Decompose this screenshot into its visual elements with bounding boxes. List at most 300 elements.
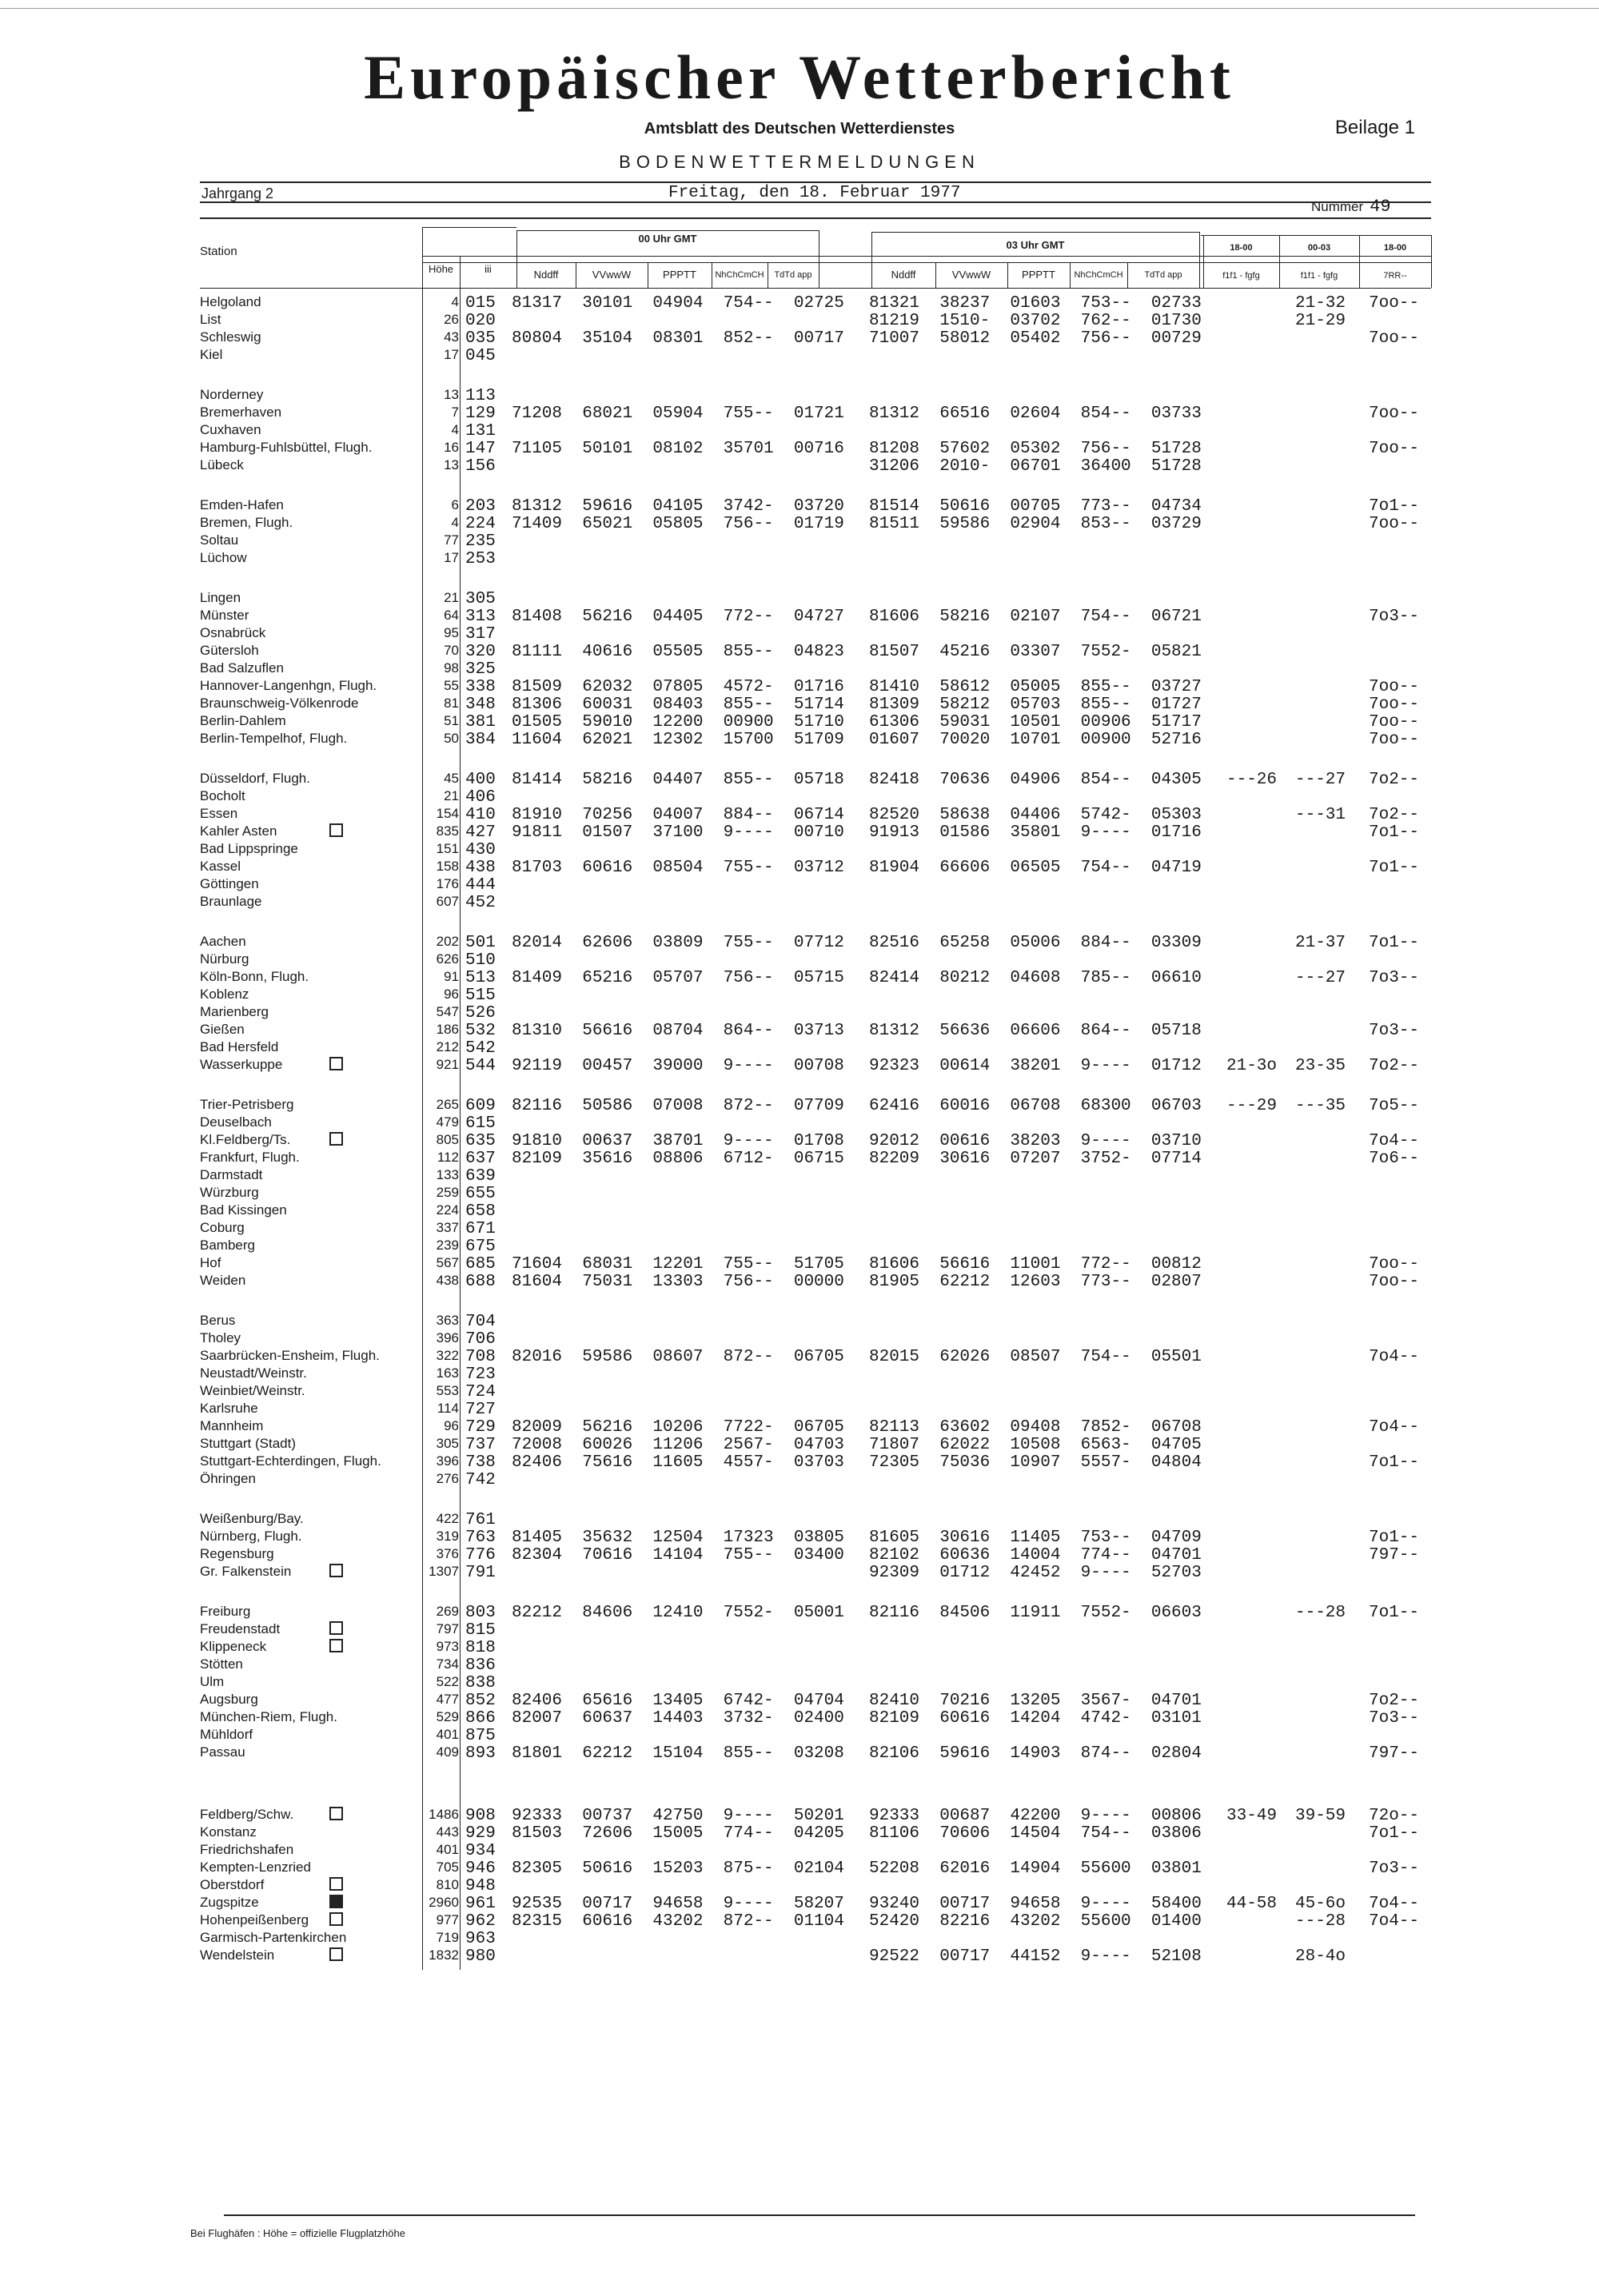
station-height: 1486 [429, 1807, 459, 1822]
station-height: 43 [444, 329, 459, 345]
station-name: Helgoland [200, 294, 261, 309]
station-height: 401 [436, 1727, 459, 1742]
station-name: München-Riem, Flugh. [200, 1709, 337, 1724]
obs-00-gmt: 81703 60616 08504 755-- 03712 [512, 859, 844, 877]
obs-03-gmt: 82106 59616 14903 874-- 02804 [869, 1744, 1202, 1763]
station-name: Garmisch-Partenkirchen [200, 1930, 347, 1945]
obs-00-gmt: 71409 65021 05805 756-- 01719 [512, 515, 844, 533]
obs-00-gmt: 92119 00457 39000 9---- 00708 [512, 1057, 844, 1075]
station-index: 639 [465, 1167, 496, 1186]
table-row [0, 951, 1599, 969]
station-index: 510 [465, 951, 496, 970]
obs-03-gmt: 71007 58012 05402 756-- 00729 [869, 329, 1202, 348]
station-index: 729 [465, 1418, 496, 1437]
volume-label: Jahrgang 2 [201, 185, 274, 201]
table-row [0, 457, 1599, 475]
station-name: Bocholt [200, 788, 245, 803]
station-name: Düsseldorf, Flugh. [200, 771, 310, 786]
issue-number-value: 49 [1370, 197, 1391, 217]
station-index: 438 [465, 859, 496, 877]
station-name: Hof [200, 1255, 221, 1270]
obs-03-gmt: 82520 58638 04406 5742- 05303 [869, 806, 1202, 824]
station-name: Karlsruhe [200, 1401, 258, 1416]
station-height: 13 [444, 457, 459, 472]
obs-03-gmt: 92309 01712 42452 9---- 52703 [869, 1564, 1202, 1582]
station-height: 705 [436, 1860, 459, 1875]
obs-00-gmt: 82109 35616 08806 6712- 06715 [512, 1150, 844, 1168]
station-name: Kassel [200, 859, 241, 874]
table-row [0, 1674, 1599, 1692]
station-name: Nürburg [200, 951, 249, 967]
precip-18-00: 7o2-- [1369, 1692, 1420, 1710]
header-rule-top [200, 181, 1431, 183]
station-height: 114 [437, 1401, 459, 1416]
station-name: Gütersloh [200, 643, 259, 658]
obs-00-gmt: 82304 70616 14104 755-- 03400 [512, 1546, 844, 1565]
station-height: 319 [436, 1529, 459, 1544]
gust-00-03: 21-32 [1295, 294, 1346, 313]
station-height: 607 [436, 894, 459, 909]
station-name: Tholey [200, 1330, 241, 1345]
precip-18-00: 7o3-- [1369, 1022, 1420, 1040]
obs-03-gmt: 81606 58216 02107 754-- 06721 [869, 608, 1202, 626]
obs-00-gmt: 81509 62032 07805 4572- 01716 [512, 678, 844, 696]
table-row [0, 1365, 1599, 1383]
table-row [0, 823, 1599, 841]
station-name: Weißenburg/Bay. [200, 1511, 304, 1526]
obs-03-gmt: 81511 59586 02904 853-- 03729 [869, 515, 1202, 533]
station-height: 96 [444, 987, 459, 1002]
gust-18-00: 21-3o [1226, 1057, 1278, 1075]
station-name: Kiel [200, 347, 223, 362]
table-row [0, 987, 1599, 1004]
obs-00-gmt: 82016 59586 08607 872-- 06705 [512, 1348, 844, 1366]
table-row [0, 713, 1599, 731]
station-height: 4 [451, 515, 459, 530]
station-name: Emden-Hafen [200, 497, 284, 512]
obs-03-gmt: 82113 63602 09408 7852- 06708 [869, 1418, 1202, 1437]
table-row [0, 1114, 1599, 1132]
obs-03-gmt: 52208 62016 14904 55600 03801 [869, 1860, 1202, 1878]
table-row [0, 678, 1599, 696]
station-height: 1307 [429, 1564, 459, 1579]
table-row [0, 1947, 1599, 1965]
table-row [0, 841, 1599, 859]
station-name: Weinbiet/Weinstr. [200, 1383, 305, 1398]
station-index: 655 [465, 1185, 496, 1203]
station-height: 158 [436, 859, 459, 874]
obs-00-gmt: 81317 30101 04904 754-- 02725 [512, 294, 844, 313]
obs-00-gmt: 71604 68031 12201 755-- 51705 [512, 1255, 844, 1274]
station-name: Weiden [200, 1273, 246, 1288]
station-index: 815 [465, 1621, 496, 1640]
station-index: 763 [465, 1529, 496, 1547]
station-index: 131 [465, 422, 496, 440]
obs-03-gmt: 92333 00687 42200 9---- 00806 [869, 1807, 1202, 1825]
group-03-gmt: 03 Uhr GMT [1006, 239, 1065, 251]
obs-03-gmt: 81904 66606 06505 754-- 04719 [869, 859, 1202, 877]
table-row [0, 1022, 1599, 1039]
station-name: Hohenpeißenberg [200, 1912, 309, 1927]
station-name: Bremerhaven [200, 405, 282, 420]
station-index: 113 [465, 387, 496, 405]
table-row [0, 1185, 1599, 1202]
station-height: 409 [436, 1744, 459, 1760]
obs-03-gmt: 81309 58212 05703 855-- 01727 [869, 696, 1202, 714]
table-row [0, 515, 1599, 532]
station-index: 609 [465, 1097, 496, 1115]
station-name: Schleswig [200, 329, 261, 345]
col-03-ppptt: PPPTT [1022, 269, 1055, 281]
station-index: 946 [465, 1860, 496, 1878]
station-name: Braunschweig-Völkenrode [200, 696, 359, 711]
col-iii: iii [484, 263, 492, 275]
obs-00-gmt: 82406 75616 11605 4557- 03703 [512, 1453, 844, 1472]
precip-18-00: 7o3-- [1369, 1709, 1420, 1728]
obs-03-gmt: 82516 65258 05006 884-- 03309 [869, 934, 1202, 952]
precip-18-00: 7o1-- [1369, 1824, 1420, 1843]
obs-03-gmt: 82414 80212 04608 785-- 06610 [869, 969, 1202, 987]
station-name: Konstanz [200, 1824, 257, 1840]
table-row [0, 347, 1599, 365]
col-03-tdtd: TdTd app [1144, 270, 1182, 280]
square-icon [329, 1807, 343, 1820]
station-index: 948 [465, 1877, 496, 1895]
station-index: 544 [465, 1057, 496, 1075]
precip-18-00: 7o6-- [1369, 1150, 1420, 1168]
station-height: 77 [444, 532, 459, 548]
page-subtitle: Amtsblatt des Deutschen Wetterdienstes [644, 120, 955, 138]
table-row [0, 1255, 1599, 1273]
station-index: 129 [465, 405, 496, 423]
obs-03-gmt: 81605 30616 11405 753-- 04709 [869, 1529, 1202, 1547]
station-name: Wasserkuppe [200, 1057, 283, 1072]
station-index: 045 [465, 347, 496, 365]
page-title: Europäischer Wetterbericht [364, 42, 1235, 112]
station-height: 91 [444, 969, 459, 984]
station-index: 406 [465, 788, 496, 807]
station-height: 51 [444, 713, 459, 728]
station-index: 400 [465, 771, 496, 789]
table-row [0, 1692, 1599, 1709]
station-height: 17 [444, 347, 459, 362]
station-name: Essen [200, 806, 238, 821]
obs-03-gmt: 92323 00614 38201 9---- 01712 [869, 1057, 1202, 1075]
station-index: 253 [465, 550, 496, 568]
station-name: Stuttgart (Stadt) [200, 1436, 296, 1451]
precip-18-00: 7oo-- [1369, 1273, 1420, 1291]
table-row [0, 1895, 1599, 1912]
obs-00-gmt: 82212 84606 12410 7552- 05001 [512, 1604, 844, 1622]
table-row [0, 312, 1599, 329]
gust-00-03: 28-4o [1295, 1947, 1346, 1966]
station-name: Darmstadt [200, 1167, 263, 1182]
precip-18-00: 7o4-- [1369, 1912, 1420, 1931]
obs-00-gmt: 81408 56216 04405 772-- 04727 [512, 608, 844, 626]
station-index: 526 [465, 1004, 496, 1022]
table-row [0, 1273, 1599, 1290]
table-row [0, 859, 1599, 876]
precip-18-00: 7o2-- [1369, 1057, 1420, 1075]
station-height: 305 [436, 1436, 459, 1451]
station-index: 962 [465, 1912, 496, 1931]
station-index: 671 [465, 1220, 496, 1238]
header-rule-bottom [200, 217, 1431, 219]
footnote: Bei Flughäfen : Höhe = offizielle Flugplatzhöhe [190, 2227, 405, 2239]
table-row [0, 497, 1599, 515]
table-row [0, 1220, 1599, 1238]
table-row [0, 590, 1599, 608]
obs-03-gmt: 81321 38237 01603 753-- 02733 [869, 294, 1202, 313]
station-name: Mannheim [200, 1418, 264, 1433]
station-index: 761 [465, 1511, 496, 1529]
station-height: 4 [451, 294, 459, 309]
station-index: 838 [465, 1674, 496, 1692]
precip-18-00: 7o1-- [1369, 1453, 1420, 1472]
gust-18-00: ---26 [1226, 771, 1278, 789]
station-name: Hamburg-Fuhlsbüttel, Flugh. [200, 440, 373, 455]
table-row [0, 696, 1599, 713]
station-name: Freudenstadt [200, 1621, 281, 1636]
square-icon [329, 1057, 343, 1070]
station-height: 363 [436, 1313, 459, 1328]
station-name: Trier-Petrisberg [200, 1097, 294, 1112]
station-name: Lübeck [200, 457, 244, 472]
station-height: 376 [436, 1546, 459, 1561]
precip-18-00: 7o3-- [1369, 608, 1420, 626]
table-row [0, 1529, 1599, 1546]
gust-18-00: 33-49 [1226, 1807, 1278, 1825]
station-index: 980 [465, 1947, 496, 1966]
square-icon [329, 1877, 343, 1891]
precip-18-00: 72o-- [1369, 1807, 1420, 1825]
obs-03-gmt: 93240 00717 94658 9---- 58400 [869, 1895, 1202, 1913]
issue-date: Freitag, den 18. Februar 1977 [668, 184, 961, 202]
table-row [0, 1132, 1599, 1150]
table-row [0, 1511, 1599, 1529]
station-index: 313 [465, 608, 496, 626]
station-index: 427 [465, 823, 496, 842]
gust-00-03: ---31 [1295, 806, 1346, 824]
table-row [0, 1930, 1599, 1947]
station-height: 322 [436, 1348, 459, 1363]
table-row [0, 788, 1599, 806]
table-row [0, 1824, 1599, 1842]
station-index: 430 [465, 841, 496, 859]
station-index: 452 [465, 894, 496, 912]
obs-00-gmt: 72008 60026 11206 2567- 04703 [512, 1436, 844, 1454]
station-name: Freiburg [200, 1604, 251, 1619]
station-name: Berlin-Tempelhof, Flugh. [200, 731, 348, 746]
obs-00-gmt: 82116 50586 07008 872-- 07709 [512, 1097, 844, 1115]
precip-18-00: 7o5-- [1369, 1097, 1420, 1115]
table-row [0, 1807, 1599, 1824]
station-height: 26 [444, 312, 459, 327]
obs-03-gmt: 72305 75036 10907 5557- 04804 [869, 1453, 1202, 1472]
station-height: 438 [436, 1273, 459, 1288]
station-name: Deuselbach [200, 1114, 272, 1130]
station-height: 64 [444, 608, 459, 623]
col-00-clouds: NhChCmCH [715, 270, 764, 280]
station-height: 1832 [429, 1947, 459, 1963]
station-height: 810 [436, 1877, 459, 1892]
square-icon [329, 1912, 343, 1926]
table-row [0, 1004, 1599, 1022]
issue-number-label: Nummer [1311, 199, 1364, 214]
obs-03-gmt: 62416 60016 06708 68300 06703 [869, 1097, 1202, 1115]
station-index: 727 [465, 1401, 496, 1419]
table-row [0, 1842, 1599, 1860]
station-index: 791 [465, 1564, 496, 1582]
station-index: 381 [465, 713, 496, 731]
table-row [0, 550, 1599, 568]
obs-03-gmt: 81312 56636 06606 864-- 05718 [869, 1022, 1202, 1040]
station-height: 396 [436, 1330, 459, 1345]
obs-03-gmt: 81514 50616 00705 773-- 04734 [869, 497, 1202, 516]
precip-18-00: 7o1-- [1369, 1604, 1420, 1622]
bottom-rule [224, 2214, 1415, 2216]
obs-00-gmt: 81910 70256 04007 884-- 06714 [512, 806, 844, 824]
station-name: Kahler Asten [200, 823, 277, 839]
obs-00-gmt: 82009 56216 10206 7722- 06705 [512, 1418, 844, 1437]
station-index: 035 [465, 329, 496, 348]
table-row [0, 1150, 1599, 1167]
station-index: 615 [465, 1114, 496, 1133]
station-height: 921 [436, 1057, 459, 1072]
table-row [0, 1097, 1599, 1114]
obs-00-gmt: 81312 59616 04105 3742- 03720 [512, 497, 844, 516]
square-icon [329, 1564, 343, 1577]
obs-00-gmt: 81604 75031 13303 756-- 00000 [512, 1273, 844, 1291]
station-index: 776 [465, 1546, 496, 1565]
table-row [0, 894, 1599, 911]
station-index: 803 [465, 1604, 496, 1622]
table-row [0, 1418, 1599, 1436]
obs-00-gmt: 81111 40616 05505 855-- 04823 [512, 643, 844, 661]
table-row [0, 969, 1599, 987]
obs-00-gmt: 81409 65216 05707 756-- 05715 [512, 969, 844, 987]
station-name: Zugspitze [200, 1895, 259, 1910]
obs-00-gmt: 81801 62212 15104 855-- 03208 [512, 1744, 844, 1763]
obs-03-gmt: 92012 00616 38203 9---- 03710 [869, 1132, 1202, 1150]
station-index: 738 [465, 1453, 496, 1472]
precip-18-00: 7o1-- [1369, 859, 1420, 877]
obs-03-gmt: 82102 60636 14004 774-- 04701 [869, 1546, 1202, 1565]
obs-03-gmt: 71807 62022 10508 6563- 04705 [869, 1436, 1202, 1454]
table-row [0, 532, 1599, 550]
station-index: 724 [465, 1383, 496, 1401]
station-name: Köln-Bonn, Flugh. [200, 969, 309, 984]
gust-00-03: 21-37 [1295, 934, 1346, 952]
station-name: Augsburg [200, 1692, 258, 1707]
station-height: 81 [444, 696, 459, 711]
station-index: 852 [465, 1692, 496, 1710]
obs-03-gmt: 91913 01586 35801 9---- 01716 [869, 823, 1202, 842]
col-03-clouds: NhChCmCH [1074, 270, 1123, 280]
station-index: 688 [465, 1273, 496, 1291]
precip-18-00: 797-- [1369, 1546, 1420, 1565]
obs-00-gmt: 82406 65616 13405 6742- 04704 [512, 1692, 844, 1710]
station-index: 929 [465, 1824, 496, 1843]
col-precip-18-00: 18-00 [1383, 243, 1407, 253]
precip-18-00: 7o4-- [1369, 1418, 1420, 1437]
table-row [0, 643, 1599, 660]
station-name: Bad Salzuflen [200, 660, 284, 676]
station-height: 443 [436, 1824, 459, 1840]
obs-03-gmt: 81905 62212 12603 773-- 02807 [869, 1273, 1202, 1291]
gust-00-03: 21-29 [1295, 312, 1346, 330]
table-row [0, 1621, 1599, 1639]
table-row [0, 1202, 1599, 1220]
gust-18-00: ---29 [1226, 1097, 1278, 1115]
precip-18-00: 7o1-- [1369, 497, 1420, 516]
precip-18-00: 7o1-- [1369, 823, 1420, 842]
gust-00-03: ---27 [1295, 771, 1346, 789]
station-height: 477 [436, 1692, 459, 1707]
obs-00-gmt: 92333 00737 42750 9---- 50201 [512, 1807, 844, 1825]
header-rule-middle [200, 201, 1431, 203]
station-index: 224 [465, 515, 496, 533]
obs-00-gmt: 71105 50101 08102 35701 00716 [512, 440, 844, 458]
precip-18-00: 7oo-- [1369, 1255, 1420, 1274]
col-gust-18-00: 18-00 [1230, 243, 1253, 253]
precip-18-00: 7o2-- [1369, 806, 1420, 824]
station-index: 513 [465, 969, 496, 987]
station-height: 239 [436, 1238, 459, 1253]
table-row [0, 1057, 1599, 1074]
obs-03-gmt: 81219 1510- 03702 762-- 01730 [869, 312, 1202, 330]
station-height: 276 [436, 1471, 459, 1486]
issue-number [1311, 197, 1391, 217]
obs-00-gmt: 11604 62021 12302 15700 51709 [512, 731, 844, 749]
obs-03-gmt: 82116 84506 11911 7552- 06603 [869, 1604, 1202, 1622]
station-height: 977 [436, 1912, 459, 1927]
station-index: 501 [465, 934, 496, 952]
obs-03-gmt: 92522 00717 44152 9---- 52108 [869, 1947, 1202, 1966]
station-name: Ulm [200, 1674, 225, 1689]
precip-18-00: 7oo-- [1369, 294, 1420, 313]
precip-18-00: 7oo-- [1369, 405, 1420, 423]
obs-00-gmt: 82007 60637 14403 3732- 02400 [512, 1709, 844, 1728]
station-index: 637 [465, 1150, 496, 1168]
table-row [0, 422, 1599, 440]
station-name: Bad Lippspringe [200, 841, 298, 856]
station-index: 317 [465, 625, 496, 644]
table-row [0, 608, 1599, 625]
obs-00-gmt: 81414 58216 04407 855-- 05718 [512, 771, 844, 789]
table-row [0, 329, 1599, 347]
station-height: 6 [451, 497, 459, 512]
table-row [0, 1039, 1599, 1057]
gust-00-03: ---35 [1295, 1097, 1346, 1115]
gust-00-03: 23-35 [1295, 1057, 1346, 1075]
col-00-ppptt: PPPTT [663, 269, 696, 281]
obs-00-gmt: 81310 56616 08704 864-- 03713 [512, 1022, 844, 1040]
gust-00-03: ---28 [1295, 1912, 1346, 1931]
station-name: Passau [200, 1744, 245, 1760]
table-row [0, 1912, 1599, 1930]
station-name: Lüchow [200, 550, 247, 565]
station-name: Aachen [200, 934, 246, 949]
precip-18-00: 797-- [1369, 1744, 1420, 1763]
obs-00-gmt: 81405 35632 12504 17323 03805 [512, 1529, 844, 1547]
obs-03-gmt: 82109 60616 14204 4742- 03101 [869, 1709, 1202, 1728]
table-row [0, 771, 1599, 788]
station-index: 875 [465, 1727, 496, 1745]
col-00-tdtd: TdTd app [774, 270, 812, 280]
station-name: Regensburg [200, 1546, 274, 1561]
table-row [0, 1727, 1599, 1744]
